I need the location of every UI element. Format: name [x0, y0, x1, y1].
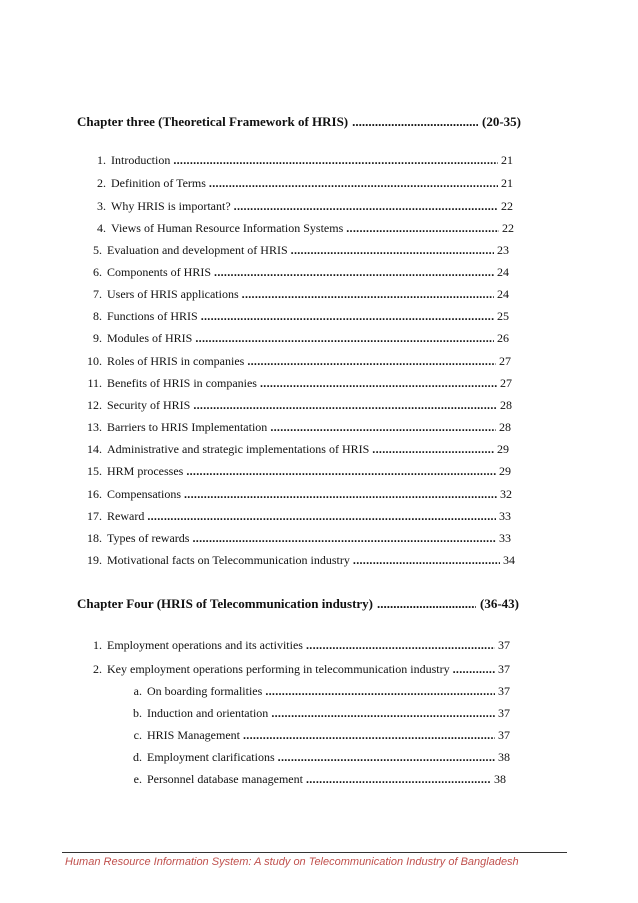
leader-dots	[209, 175, 498, 191]
leader-dots	[306, 771, 491, 787]
entry-page-number: 33	[499, 531, 511, 545]
entry-number: 2.	[97, 176, 106, 190]
entry-number: 10.	[87, 354, 102, 368]
entry-page-number: 29	[499, 464, 511, 478]
entry-title: Induction and orientation	[147, 706, 269, 720]
leader-dots	[192, 530, 496, 546]
entry-number: 1.	[93, 638, 102, 652]
entry-page-number: 22	[501, 199, 513, 213]
chapter-page-range: (36-43)	[480, 596, 519, 611]
entry-page-number: 38	[498, 750, 510, 764]
toc-entry	[84, 508, 511, 524]
toc-entry	[118, 749, 510, 765]
toc-entry	[84, 375, 512, 391]
leader-dots	[147, 508, 496, 524]
entry-page-number: 24	[497, 265, 509, 279]
entry-number: 5.	[93, 243, 102, 257]
entry-page-number: 34	[503, 553, 515, 567]
entry-page-number: 24	[497, 287, 509, 301]
entry-number: c.	[133, 728, 142, 742]
chapter-title: Chapter three (Theoretical Framework of HRIS)	[77, 114, 349, 129]
toc-entry	[86, 175, 513, 191]
toc-entry	[82, 661, 510, 677]
entry-number: 14.	[87, 442, 102, 456]
entry-number: 13.	[87, 420, 102, 434]
entry-number: 15.	[87, 464, 102, 478]
leader-dots	[186, 463, 496, 479]
entry-page-number: 28	[500, 398, 512, 412]
entry-title: Security of HRIS	[107, 398, 191, 412]
chapter-three-heading	[77, 114, 521, 132]
entry-page-number: 29	[497, 442, 509, 456]
leader-dots	[271, 705, 495, 721]
toc-entry	[84, 441, 509, 457]
toc-entry	[82, 330, 509, 346]
entry-title: Views of Human Resource Information Systems	[111, 221, 344, 235]
entry-title: Barriers to HRIS Implementation	[107, 420, 268, 434]
toc-entry	[84, 419, 511, 435]
leader-dots	[242, 286, 494, 302]
leader-dots	[243, 727, 495, 743]
toc-entry	[84, 463, 511, 479]
entry-page-number: 37	[498, 662, 510, 676]
leader-dots	[195, 330, 494, 346]
leader-dots	[193, 397, 497, 413]
entry-title: Reward	[107, 509, 145, 523]
entry-page-number: 22	[502, 221, 514, 235]
entry-title: Functions of HRIS	[107, 309, 198, 323]
leader-dots	[201, 308, 494, 324]
leader-dots	[184, 486, 497, 502]
entry-page-number: 37	[498, 728, 510, 742]
toc-entry	[118, 683, 510, 699]
leader-dots	[353, 552, 500, 568]
entry-title: Why HRIS is important?	[111, 199, 231, 213]
leader-dots	[291, 242, 494, 258]
entry-page-number: 38	[494, 772, 506, 786]
entry-page-number: 37	[498, 706, 510, 720]
entry-title: Personnel database management	[147, 772, 303, 786]
toc-entry	[86, 220, 514, 236]
entry-number: 16.	[87, 487, 102, 501]
leader-dots	[453, 661, 495, 677]
toc-entry	[118, 771, 506, 787]
entry-page-number: 25	[497, 309, 509, 323]
toc-entry	[82, 637, 510, 653]
entry-page-number: 37	[498, 638, 510, 652]
entry-page-number: 33	[499, 509, 511, 523]
entry-title: Components of HRIS	[107, 265, 212, 279]
entry-page-number: 21	[501, 153, 513, 167]
entry-page-number: 32	[500, 487, 512, 501]
toc-entry	[118, 727, 510, 743]
entry-number: 19.	[87, 553, 102, 567]
leader-dots	[306, 637, 495, 653]
entry-title: Modules of HRIS	[107, 331, 193, 345]
entry-number: 3.	[97, 199, 106, 213]
entry-number: 12.	[87, 398, 102, 412]
chapter-page-range: (20-35)	[482, 114, 521, 129]
chapter-four-heading	[77, 596, 519, 614]
toc-entry	[84, 397, 512, 413]
toc-entry	[82, 264, 509, 280]
entry-number: 6.	[93, 265, 102, 279]
entry-title: Key employment operations performing in telecommunication industry	[107, 662, 450, 676]
entry-number: 11.	[87, 376, 102, 390]
entry-page-number: 27	[500, 376, 512, 390]
entry-number: e.	[133, 772, 142, 786]
entry-title: Roles of HRIS in companies	[107, 354, 245, 368]
entry-title: Definition of Terms	[111, 176, 206, 190]
entry-number: 8.	[93, 309, 102, 323]
toc-entry	[84, 353, 511, 369]
leader-dots	[260, 375, 497, 391]
entry-title: Compensations	[107, 487, 181, 501]
entry-title: Employment clarifications	[147, 750, 275, 764]
entry-page-number: 28	[499, 420, 511, 434]
entry-number: 9.	[93, 331, 102, 345]
footer-divider	[62, 852, 567, 853]
entry-number: d.	[133, 750, 142, 764]
leader-dots	[234, 198, 498, 214]
toc-entry	[82, 286, 509, 302]
chapter-title: Chapter Four (HRIS of Telecommunication industry)	[77, 596, 374, 611]
leader-dots	[270, 419, 496, 435]
entry-number: 17.	[87, 509, 102, 523]
entry-number: a.	[133, 684, 142, 698]
toc-entry	[86, 198, 513, 214]
entry-page-number: 37	[498, 684, 510, 698]
toc-entry	[82, 242, 509, 258]
entry-page-number: 21	[501, 176, 513, 190]
entry-title: Benefits of HRIS in companies	[107, 376, 257, 390]
entry-number: 7.	[93, 287, 102, 301]
toc-entry	[84, 530, 511, 546]
entry-title: Employment operations and its activities	[107, 638, 303, 652]
entry-title: On boarding formalities	[147, 684, 263, 698]
entry-title: Administrative and strategic implementations of HRIS	[107, 442, 370, 456]
toc-entry	[118, 705, 510, 721]
entry-number: 1.	[97, 153, 106, 167]
entry-number: 2.	[93, 662, 102, 676]
running-footer: Human Resource Information System: A study on Telecommunication Industry of Bangladesh	[65, 856, 519, 868]
entry-title: Types of rewards	[107, 531, 190, 545]
entry-title: HRM processes	[107, 464, 184, 478]
leader-dots	[265, 683, 495, 699]
leader-dots	[352, 114, 478, 130]
entry-title: HRIS Management	[147, 728, 240, 742]
entry-number: 18.	[87, 531, 102, 545]
leader-dots	[278, 749, 495, 765]
entry-title: Evaluation and development of HRIS	[107, 243, 288, 257]
toc-entry	[84, 486, 512, 502]
entry-number: 4.	[97, 221, 106, 235]
leader-dots	[247, 353, 496, 369]
leader-dots	[377, 596, 476, 612]
entry-page-number: 27	[499, 354, 511, 368]
leader-dots	[372, 441, 494, 457]
entry-page-number: 23	[497, 243, 509, 257]
entry-number: b.	[133, 706, 142, 720]
leader-dots	[173, 152, 498, 168]
entry-title: Users of HRIS applications	[107, 287, 239, 301]
leader-dots	[214, 264, 494, 280]
toc-entry	[82, 308, 509, 324]
toc-entry	[84, 552, 515, 568]
entry-page-number: 26	[497, 331, 509, 345]
entry-title: Motivational facts on Telecommunication industry	[107, 553, 350, 567]
toc-entry	[86, 152, 513, 168]
leader-dots	[346, 220, 499, 236]
entry-title: Introduction	[111, 153, 171, 167]
